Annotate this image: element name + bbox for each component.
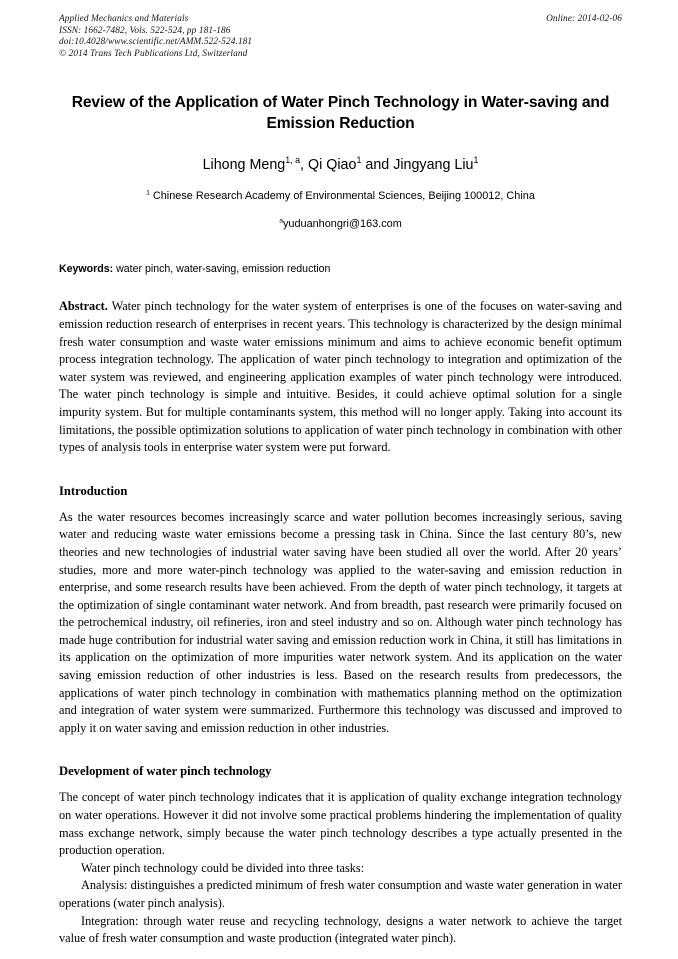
affiliation-text: Chinese Research Academy of Environmental Sciences, Beijing 100012, China	[149, 190, 535, 203]
section-paragraph: As the water resources becomes increasingly scarce and water pollution becomes increasingly serious, saving water and reducing waste water emissions become a pressing task in China. Since the last century 80’s, new theories and new technologies of industrial water saving have been studied all over the world. After 20 years’ studies, more and more water-pinch technology was applied to the water-saving and emission reduction in enterprise, and some research results have been achieved. From the depth of water pinch technology, it targets at the optimization of single contaminant water network. And from breadth, past research were primarily focused on the petrochemical industry, oil refineries, iron and steel industry and so on. Although water pinch technology has made huge contribution for industrial water saving and emission reduction work in China, it still has limitations in its application on the optimization of more impurities water network system. And its application on the water saving emission reduction of other industries is less. Based on the research results from predecessors, the applications of water pinch technology in combination with mathematics planning method on the optimization and integration of water system were summarized. Furthermore this technology was discussed and improved to apply it on water saving and emission reduction in other industries.	[59, 509, 622, 735]
journal-header	[59, 14, 622, 60]
author-separator-1: ,	[300, 157, 308, 174]
keywords-value: water pinch, water-saving, emission reduction	[113, 263, 331, 276]
keywords	[59, 262, 622, 277]
section-heading-introduction: Introduction	[59, 483, 128, 498]
author-name-1: Lihong Meng	[202, 157, 286, 174]
author-affiliation-marker-2: 1	[356, 155, 362, 166]
author-name-3: Jingyang Liu	[393, 157, 474, 174]
page-title: Review of the Application of Water Pinch Technology in Water-saving and Emission Reduction	[71, 94, 610, 133]
author-separator-2: and	[361, 157, 394, 174]
author-affiliation-marker-3: 1	[473, 155, 479, 166]
section-paragraph: The concept of water pinch technology indicates that it is application of quality exchange integration technology on water operations. However it did not involve some practical problems hindering the implementation of quality mass exchange network, simply because the water pinch technology describes a type actually presented in the production operation.	[59, 790, 622, 858]
copyright-line: © 2014 Trans Tech Publications Ltd, Switzerland	[59, 48, 248, 59]
affiliation-marker: 1	[146, 189, 150, 197]
section-heading-development: Development of water pinch technology	[59, 764, 272, 779]
keywords-label: Keywords:	[59, 263, 114, 276]
journal-name: Applied Mechanics and Materials	[59, 14, 189, 24]
section-paragraph: Water pinch technology could be divided into three tasks:	[81, 860, 365, 875]
section-paragraph: Integration: through water reuse and recycling technology, designs a water network to achieve the target value of fresh water consumption and waste production (integrated water pinch).	[59, 913, 622, 946]
email-address: yuduanhongri@163.com	[282, 218, 402, 231]
issn-line: ISSN: 1662-7482, Vols. 522-524, pp 181-186	[59, 25, 231, 36]
online-date: Online: 2014-02-06	[546, 14, 622, 24]
author-affiliation-marker-1: 1, a	[285, 155, 301, 166]
corresponding-email	[59, 217, 622, 232]
affiliation	[59, 189, 622, 204]
section-paragraph: Analysis: distinguishes a predicted minimum of fresh water consumption and waste water generation in water operations (water pinch analysis).	[59, 878, 622, 910]
author-name-2: Qi Qiao	[307, 157, 357, 174]
doi-line: doi:10.4028/www.scientific.net/AMM.522-524.181	[59, 37, 253, 48]
email-marker: a	[279, 217, 283, 225]
abstract-label: Abstract.	[59, 299, 108, 314]
author-list	[59, 156, 622, 175]
abstract-text: Water pinch technology for the water system of enterprises is one of the focuses on water-saving and emission reduction research of enterprises in recent years. This technology is characterized by the design minimal fresh water consumption and waste water emissions minimum and aims to achieve economic benefit optimum process integration technology. The application of water pinch technology to integration and optimization of the water system was reviewed, and engineering application examples of water pinch technology were introduced. The water pinch technology is simple and intuitive. Besides, it could achieve optimal solution for a single impurity system. But for multiple contaminants system, this method will no longer apply. Taking into account its limitations, the possible optimization solutions to application of water pinch technology in combination with other types of analysis tools in enterprise water system were put forward.	[59, 299, 622, 455]
abstract	[59, 298, 622, 456]
